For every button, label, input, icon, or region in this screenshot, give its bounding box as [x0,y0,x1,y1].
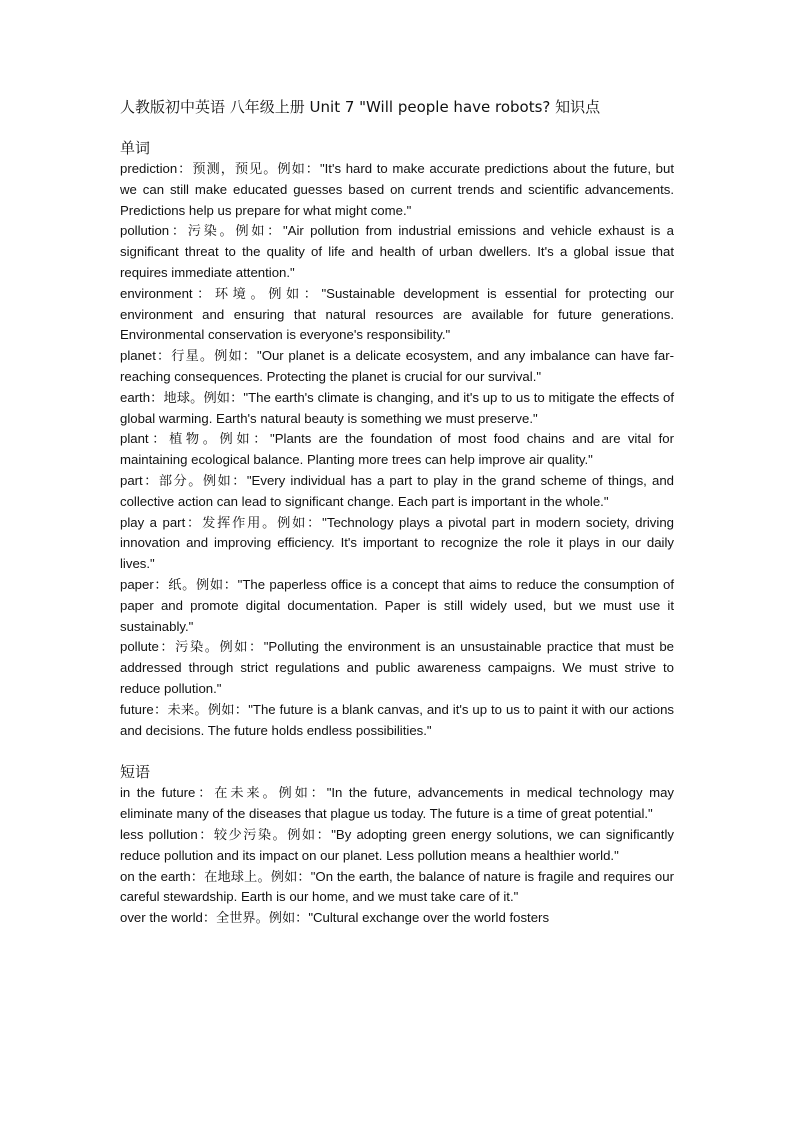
vocab-entry-pollute: pollute：污染。例如："Polluting the environment is an unsustainable practice that must be addressed through strict regulations and public awareness campaigns. We must strive to reduce pollution." [120,639,674,696]
phrase-entry-in-the-future: in the future：在未来。例如："In the future, advancements in medical technology may eliminate many of the diseases that plague us today. The future is a time of great potential." [120,785,674,822]
vocab-entry-plant: plant：植物。例如："Plants are the foundation of most food chains and are vital for maintaining ecological balance. Planting more trees can help improve air quality." [120,431,674,468]
vocab-entry-play-a-part: play a part：发挥作用。例如："Technology plays a pivotal part in modern society, driving innovation and improving efficiency. It's important to recognize the role it plays in our daily lives." [120,514,674,572]
vocab-entry-planet: planet：行星。例如："Our planet is a delicate ecosystem, and any imbalance can have far-reaching consequences. Protecting the planet is crucial for our survival." [120,348,674,384]
vocab-entry-prediction: prediction：预测，预见。例如："It's hard to make accurate predictions about the future, but we can still make educated guesses based on current trends and scientific advancements. Predictions help us prepare for what might come." [120,161,674,218]
vocab-entry-environment: environment：环境。例如："Sustainable development is essential for protecting our environment and ensuring that natural resources are available for future generations. Environmental conservation is everyone's responsibility." [120,285,674,343]
section-vocabulary [120,137,674,741]
vocab-entry-earth: earth：地球。例如："The earth's climate is changing, and it's up to us to mitigate the effects of global warming. Earth's natural beauty is something we must preserve." [120,389,674,426]
vocab-entry-part: part：部分。例如："Every individual has a part to play in the grand scheme of things, and collective action can lead to significant change. Each part is important in the whole." [120,472,674,509]
phrase-entry-on-the-earth: on the earth：在地球上。例如："On the earth, the balance of nature is fragile and requires our careful stewardship. Earth is our home, and we must take care of it." [120,868,674,905]
document-title: 人教版初中英语 八年级上册 Unit 7 "Will people have robots? 知识点 [120,98,601,116]
document-body [120,137,674,929]
section-heading-vocabulary: 单词 [120,139,151,157]
vocab-entry-pollution: pollution：污染。例如："Air pollution from industrial emissions and vehicle exhaust is a significant threat to the quality of life and health of urban dwellers. It's a global issue that requires immediate attention." [120,223,674,280]
section-heading-phrases: 短语 [120,763,151,782]
phrase-entry-over-the-world: over the world：全世界。例如："Cultural exchange over the world fosters [120,910,550,926]
section-phrases [120,761,674,929]
vocab-entry-paper: paper：纸。例如："The paperless office is a concept that aims to reduce the consumption of paper and promote digital documentation. Paper is still widely used, but we must use it sustainably." [120,576,674,634]
section-spacer [120,741,674,761]
vocab-entry-future: future：未来。例如："The future is a blank canvas, and it's up to us to paint it with our actions and decisions. The future holds endless possibilities." [120,701,674,738]
phrase-entry-less-pollution: less pollution：较少污染。例如："By adopting green energy solutions, we can significantly reduce pollution and its impact on our planet. Less pollution means a healthier world." [120,826,674,863]
